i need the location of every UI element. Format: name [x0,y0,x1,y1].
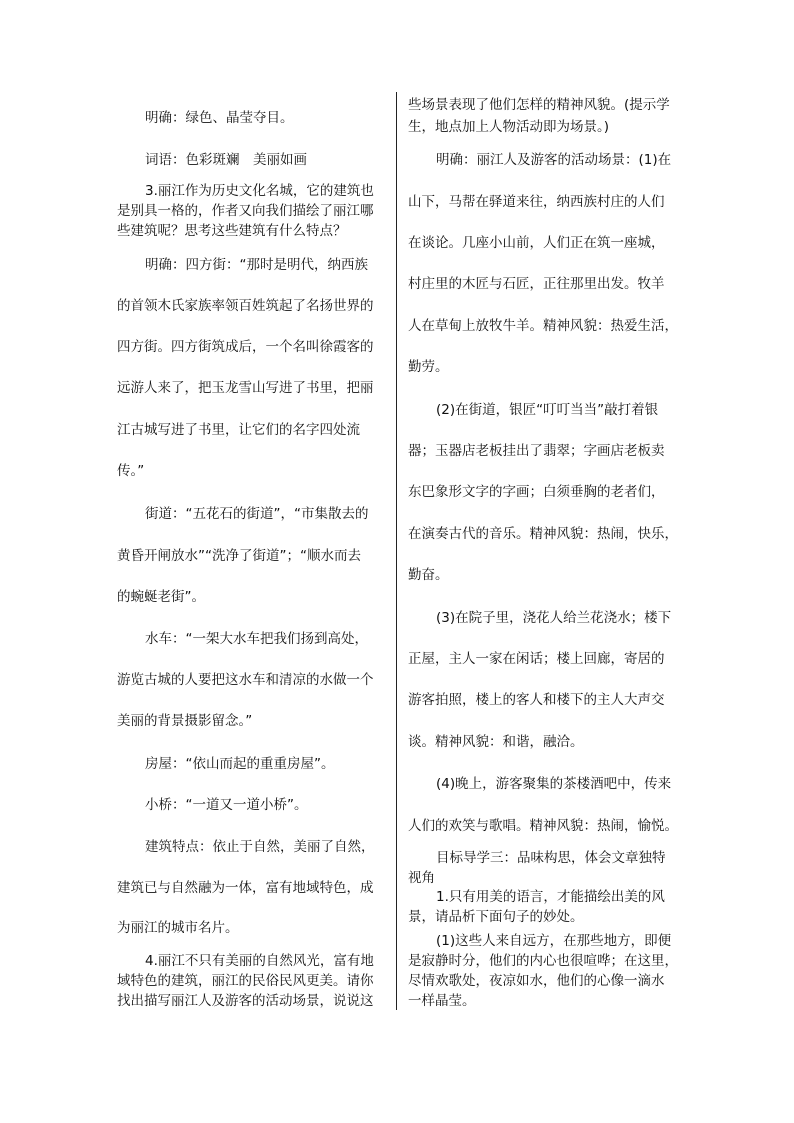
text-line: 街道：“五花石的街道”，“市集散去的 [145,506,369,522]
column-divider [396,92,397,1010]
text-line: 在演奏古代的音乐。精神风貌：热闹，快乐， [408,526,678,542]
text-line: 人在草甸上放牧牛羊。精神风貌：热爱生活， [408,318,678,334]
text-line: 山下，马帮在驿道来往，纳西族村庄的人们 [408,194,665,210]
text-line: 小桥：“一道又一道小桥”。 [145,797,308,813]
text-line: 3.丽江作为历史文化名城，它的建筑也 [145,183,374,199]
text-line: (3)在院子里，浇花人给兰花浇水；楼下 [436,610,672,626]
text-line: 四方街。四方街筑成后，一个名叫徐霞客的 [117,339,374,355]
text-line: 游客拍照，楼上的客人和楼下的主人大声交 [408,692,665,708]
text-line: 明确：四方街：“那时是明代，纳西族 [145,257,368,273]
text-line: 为丽江的城市名片。 [117,920,239,936]
text-line: 房屋：“依山而起的重重房屋”。 [145,756,335,772]
text-line: 明确：丽江人及游客的活动场景：(1)在 [436,152,672,168]
text-line: 的首领木氏家族率领百姓筑起了名扬世界的 [117,298,374,314]
text-line: 传。” [117,463,145,479]
text-line: 勤劳。 [408,359,449,375]
text-line: 器；玉器店老板挂出了翡翠；字画店老板卖 [408,443,665,459]
text-line: (4)晚上，游客聚集的茶楼酒吧中，传来 [436,776,672,792]
text-line: 东巴象形文字的字画；白须垂胸的老者们， [408,484,665,500]
text-line: 是寂静时分，他们的内心也很喧哗；在这里， [408,953,678,969]
text-line: 些场景表现了他们怎样的精神风貌。(提示学 [408,97,670,113]
text-line: (1)这些人来自远方，在那些地方，即便 [436,933,672,949]
text-line: 景，请品析下面句子的妙处。 [408,909,584,925]
text-line: (2)在街道，银匠“叮叮当当”敲打着银 [436,402,659,418]
text-line: 4.丽江不只有美丽的自然风光，富有地 [145,953,374,969]
text-line: 是别具一格的，作者又向我们描绘了丽江哪 [117,203,374,219]
text-line: 村庄里的木匠与石匠，正往那里出发。牧羊 [408,276,665,292]
text-line: 水车：“一架大水车把我们扬到高处， [145,631,368,647]
text-line: 词语：色彩斑斓 美丽如画 [145,152,307,168]
text-line: 谈。精神风貌：和谐，融洽。 [408,734,584,750]
text-line: 人们的欢笑与歌唱。精神风貌：热闹，愉悦。 [408,818,678,834]
text-line: 明确：绿色、晶莹夺目。 [145,110,294,126]
section-heading: 目标导学三：品味构思，体会文章独特 [436,850,666,866]
text-line: 正屋，主人一家在闲话；楼上回廊，寄居的 [408,651,665,667]
text-line: 的蜿蜒老街”。 [117,589,205,605]
text-line: 黄昏开闸放水”“洗净了街道”；“顺水而去 [117,548,361,564]
text-line: 游览古城的人要把这水车和清凉的水做一个 [117,672,374,688]
text-line: 1.只有用美的语言，才能描绘出美的风 [436,889,665,905]
text-line: 勤奋。 [408,567,449,583]
text-line: 生，地点加上人物活动即为场景。) [408,119,610,135]
text-line: 些建筑呢？思考这些建筑有什么特点？ [117,223,347,239]
text-line: 域特色的建筑，丽江的民俗民风更美。请你 [117,973,374,989]
text-line: 美丽的背景摄影留念。” [117,713,253,729]
text-line: 建筑特点：依止于自然，美丽了自然， [145,839,375,855]
text-line: 找出描写丽江人及游客的活动场景，说说这 [117,993,374,1009]
text-line: 江古城写进了书里，让它们的名字四处流 [117,422,360,438]
text-line: 一样晶莹。 [408,993,476,1009]
section-heading: 视角 [408,870,435,886]
text-line: 尽情欢歌处，夜凉如水，他们的心像一滴水 [408,973,665,989]
text-line: 建筑已与自然融为一体，富有地域特色，成 [117,880,374,896]
text-line: 远游人来了，把玉龙雪山写进了书里，把丽 [117,380,374,396]
text-line: 在谈论。几座小山前，人们正在筑一座城， [408,235,665,251]
